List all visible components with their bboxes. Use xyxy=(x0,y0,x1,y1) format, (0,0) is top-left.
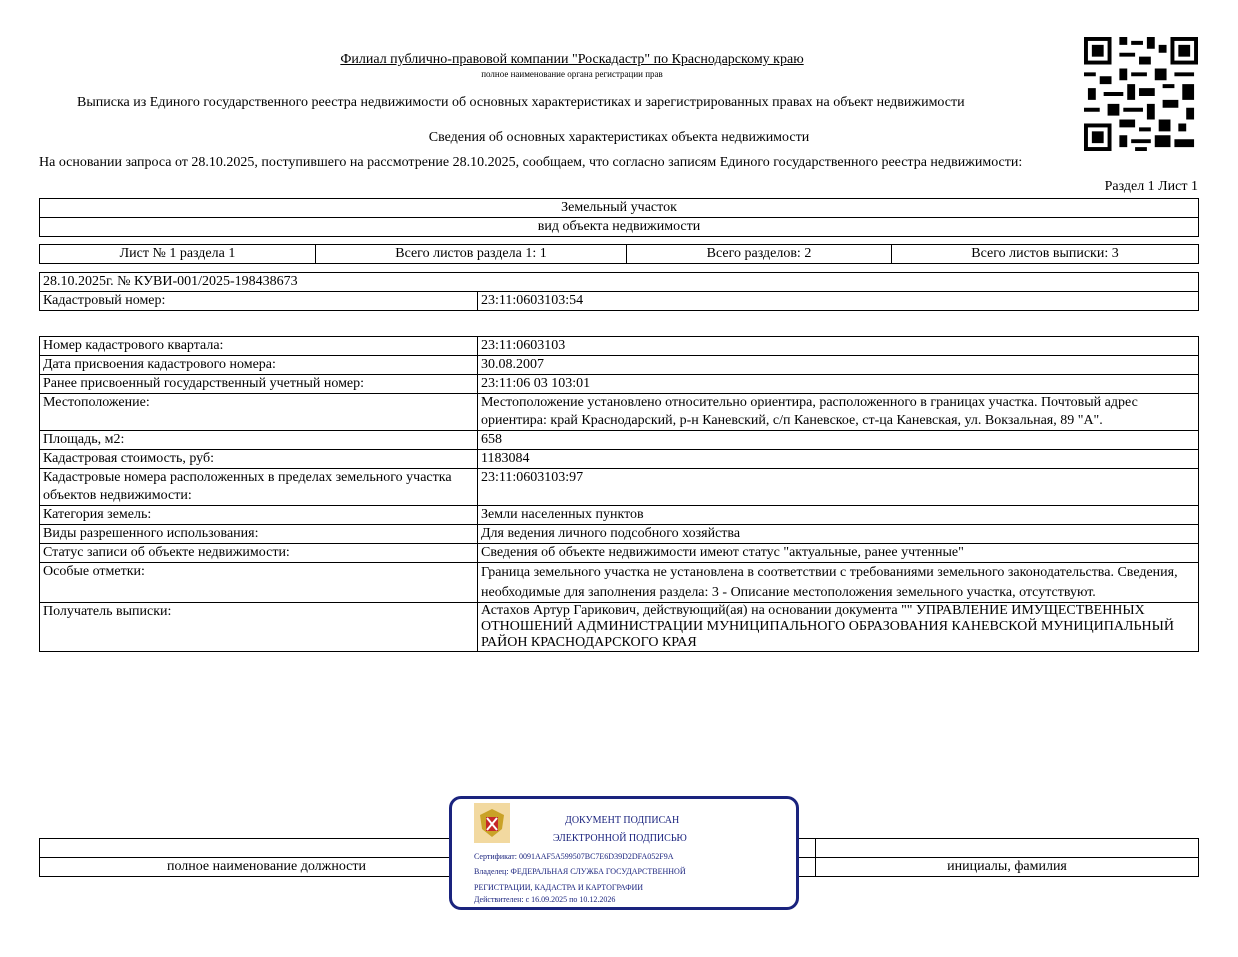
row-value: Земли населенных пунктов xyxy=(478,506,1199,525)
sections-total: Всего разделов: 2 xyxy=(627,245,892,264)
row-value: Граница земельного участка не установлена в соответствии с требованиями земельного законодательства. Сведения, необходимые для заполнения раздела: 3 - Описание местоположения земельного участка, отсутствуют. xyxy=(478,563,1199,603)
object-type-caption: вид объекта недвижимости xyxy=(40,218,1199,237)
stamp-owner: Владелец: ФЕДЕРАЛЬНАЯ СЛУЖБА ГОСУДАРСТВЕННОЙ xyxy=(474,867,686,876)
doc-number: 28.10.2025г. № КУВИ-001/2025-198438673 xyxy=(40,273,1199,292)
position-caption: полное наименование должности xyxy=(40,858,494,877)
doc-number-table xyxy=(39,272,1199,311)
qr-code-icon xyxy=(1084,37,1198,151)
document-title: Выписка из Единого государственного реестра недвижимости об основных характеристиках и зарегистрированных правах на объект недвижимости xyxy=(77,95,965,110)
intro-text: На основании запроса от 28.10.2025, поступившего на рассмотрение 28.10.2025, сообщаем, что согласно записям Единого государственного реестра недвижимости: xyxy=(39,155,1023,170)
table-row xyxy=(40,544,1199,563)
table-row xyxy=(40,506,1199,525)
name-caption: инициалы, фамилия xyxy=(816,858,1199,877)
org-name: Филиал публично-правовой компании "Роскадастр" по Краснодарскому краю xyxy=(340,52,804,67)
row-value: 658 xyxy=(478,431,1199,450)
electronic-signature-stamp xyxy=(449,796,799,910)
table-row xyxy=(40,603,1199,652)
row-value: 1183084 xyxy=(478,450,1199,469)
org-caption: полное наименование органа регистрации прав xyxy=(481,69,663,79)
sheets-table xyxy=(39,244,1199,264)
stamp-validity: Действителен: с 16.09.2025 по 10.12.2026 xyxy=(474,895,616,904)
characteristics-table xyxy=(39,336,1199,652)
table-row xyxy=(40,525,1199,544)
row-value: Астахов Артур Гарикович, действующий(ая) на основании документа "" УПРАВЛЕНИЕ ИМУЩЕСТВЕННЫХ ОТНОШЕНИЙ АДМИНИСТРАЦИИ МУНИЦИПАЛЬНОГО ОБРАЗОВАНИЯ КАНЕВСКОЙ МУНИЦИПАЛЬНЫЙ РАЙОН КРАСНОДАРСКОГО КРАЯ xyxy=(478,603,1199,652)
row-label: Местоположение: xyxy=(40,394,478,431)
row-label: Кадастровая стоимость, руб: xyxy=(40,450,478,469)
sheet-number: Лист № 1 раздела 1 xyxy=(40,245,316,264)
row-label: Ранее присвоенный государственный учетный номер: xyxy=(40,375,478,394)
section-sheets-total: Всего листов раздела 1: 1 xyxy=(316,245,627,264)
row-value: Для ведения личного подсобного хозяйства xyxy=(478,525,1199,544)
coat-of-arms-icon xyxy=(474,803,510,843)
table-row xyxy=(40,431,1199,450)
object-type: Земельный участок xyxy=(40,199,1199,218)
table-row xyxy=(40,356,1199,375)
stamp-certificate: Сертификат: 0091AAF5A599507BC7E6D39D2DFA052F9A xyxy=(474,852,674,861)
table-row xyxy=(40,450,1199,469)
table-row xyxy=(40,563,1199,603)
section-label: Раздел 1 Лист 1 xyxy=(1104,179,1198,194)
object-type-table xyxy=(39,198,1199,237)
stamp-owner-cont: РЕГИСТРАЦИИ, КАДАСТРА И КАРТОГРАФИИ xyxy=(474,883,644,892)
cad-number-label: Кадастровый номер: xyxy=(40,292,478,311)
extract-sheets-total: Всего листов выписки: 3 xyxy=(892,245,1199,264)
table-row xyxy=(40,469,1199,506)
stamp-line1: ДОКУМЕНТ ПОДПИСАН xyxy=(565,815,680,826)
row-label: Номер кадастрового квартала: xyxy=(40,337,478,356)
row-label: Особые отметки: xyxy=(40,563,478,603)
row-value: 30.08.2007 xyxy=(478,356,1199,375)
row-label: Кадастровые номера расположенных в пределах земельного участка объектов недвижимости: xyxy=(40,469,478,506)
row-value: 23:11:0603103:97 xyxy=(478,469,1199,506)
row-label: Категория земель: xyxy=(40,506,478,525)
table-row xyxy=(40,394,1199,431)
row-value: 23:11:0603103 xyxy=(478,337,1199,356)
row-label: Статус записи об объекте недвижимости: xyxy=(40,544,478,563)
table-row xyxy=(40,337,1199,356)
row-value: 23:11:06 03 103:01 xyxy=(478,375,1199,394)
table-row xyxy=(40,375,1199,394)
cad-number-value: 23:11:0603103:54 xyxy=(478,292,1199,311)
document-subtitle: Сведения об основных характеристиках объекта недвижимости xyxy=(428,130,810,145)
row-value: Местоположение установлено относительно ориентира, расположенного в границах участка. Почтовый адрес ориентира: край Краснодарский, р-н Каневский, с/п Каневское, ст-ца Каневская, ул. Вокзальная, 89 "А". xyxy=(478,394,1199,431)
row-label: Площадь, м2: xyxy=(40,431,478,450)
row-value: Сведения об объекте недвижимости имеют статус "актуальные, ранее учтенные" xyxy=(478,544,1199,563)
row-label: Получатель выписки: xyxy=(40,603,478,652)
stamp-line2: ЭЛЕКТРОННОЙ ПОДПИСЬЮ xyxy=(553,833,687,844)
row-label: Дата присвоения кадастрового номера: xyxy=(40,356,478,375)
row-label: Виды разрешенного использования: xyxy=(40,525,478,544)
